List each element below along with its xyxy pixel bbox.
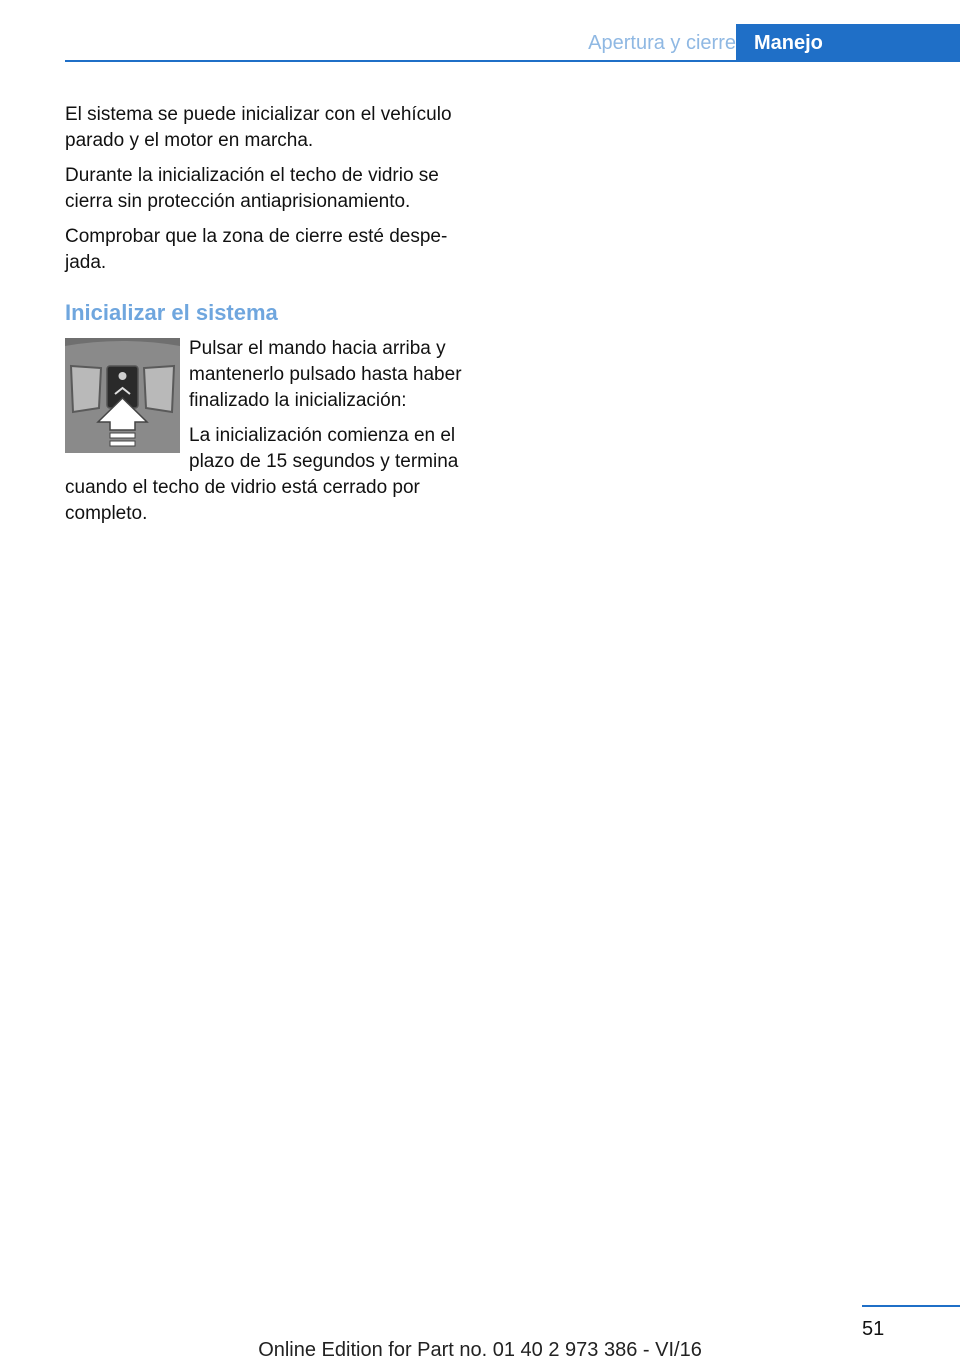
paragraph: La inicialización comienza en el plazo de 15 segundos y termina cuando el techo de vidrio está cerrado por completo. bbox=[65, 425, 459, 524]
roof-switch-illustration bbox=[65, 338, 180, 453]
section-heading: Inicializar el sistema bbox=[65, 300, 278, 325]
paragraph: Pulsar el mando hacia arriba y mantenerlo pulsado hasta haber finalizado la inicialización: bbox=[189, 338, 462, 411]
footer-edition: Online Edition for Part no. 01 40 2 973 386 - VI/16 bbox=[258, 1339, 702, 1361]
header-chapter-tab: Manejo bbox=[736, 24, 960, 62]
instruction-block bbox=[65, 336, 480, 527]
paragraph: Durante la inicialización el techo de vidrio se cierra sin protección antiaprisionamiento. bbox=[65, 165, 439, 212]
paragraph: Comprobar que la zona de cierre esté despe‐ jada. bbox=[65, 226, 448, 273]
page-content bbox=[65, 102, 480, 536]
roof-switch-icon bbox=[65, 338, 180, 453]
page-number: 51 bbox=[862, 1318, 885, 1340]
header-rule bbox=[65, 60, 960, 62]
header-section-title: Apertura y cierre bbox=[588, 32, 736, 54]
paragraph: El sistema se puede inicializar con el vehículo parado y el motor en marcha. bbox=[65, 104, 452, 151]
footer-rule bbox=[862, 1305, 960, 1307]
